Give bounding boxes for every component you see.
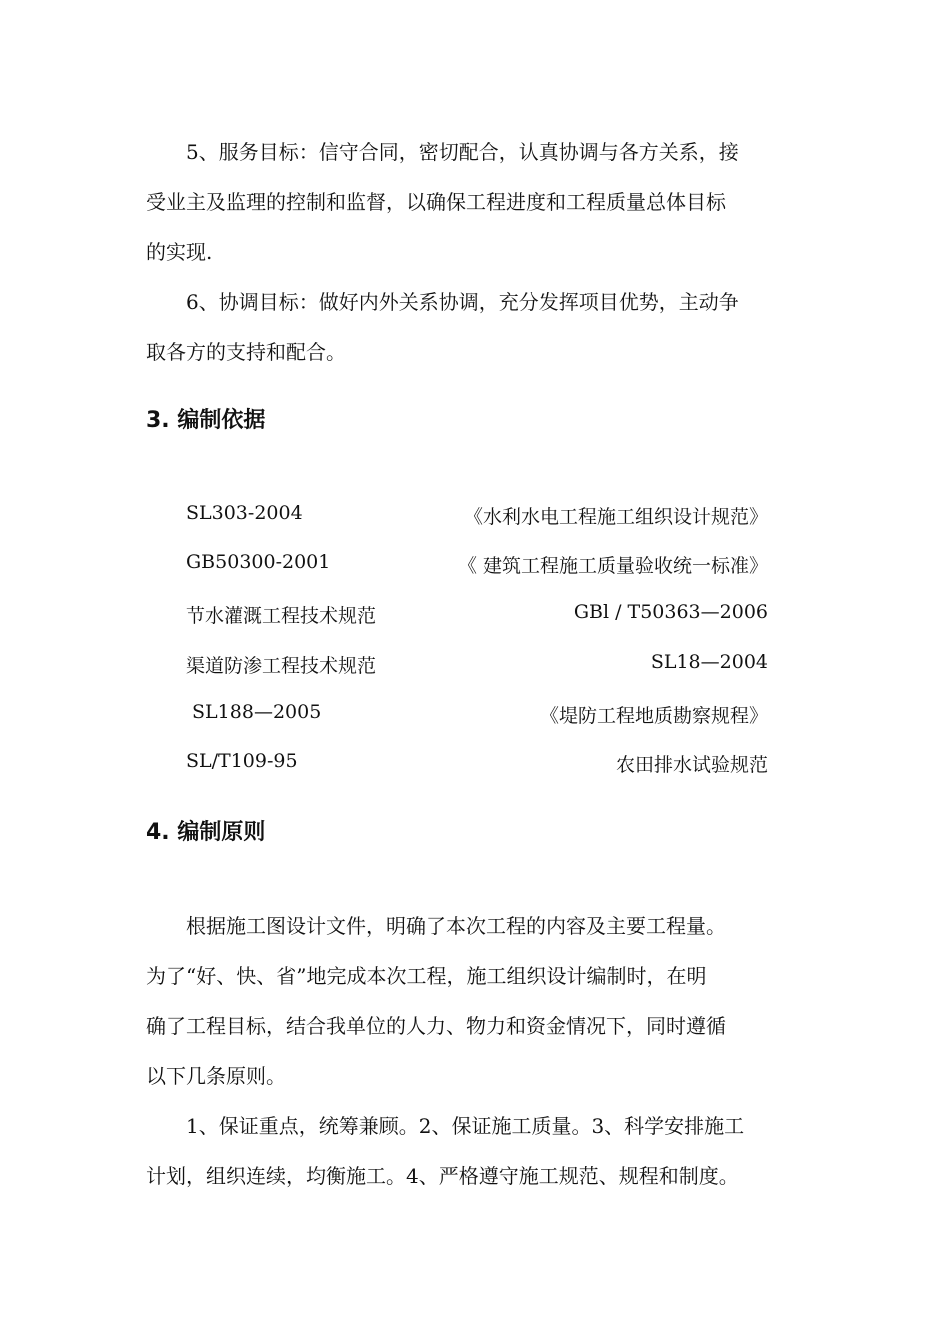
reference-title: 《水利水电工程施工组织设计规范》 xyxy=(463,506,768,528)
reference-title: 农田排水试验规范 xyxy=(615,754,768,776)
reference-row xyxy=(186,601,768,627)
reference-code: GB50300-2001 xyxy=(186,551,331,573)
reference-code: GBl / T50363—2006 xyxy=(573,601,768,623)
section-4-heading: 4. 编制原则 xyxy=(146,820,266,845)
reference-row xyxy=(186,551,768,577)
reference-code: SL/T109-95 xyxy=(186,750,298,772)
reference-title: 《 建筑工程施工质量验收统一标准》 xyxy=(457,555,768,577)
principle-list-line-1: 1、保证重点，统筹兼顾。2、保证施工质量。3、科学安排施工 xyxy=(186,1114,745,1138)
reference-row xyxy=(186,651,768,677)
reference-row xyxy=(186,701,768,727)
coord-goal-line-2: 取各方的支持和配合。 xyxy=(146,340,346,364)
reference-row xyxy=(186,502,768,528)
reference-code: SL303-2004 xyxy=(186,502,303,524)
principle-line-3: 确了工程目标，结合我单位的人力、物力和资金情况下，同时遵循 xyxy=(146,1014,726,1038)
reference-title: 渠道防渗工程技术规范 xyxy=(186,655,377,677)
reference-title: 《堤防工程地质勘察规程》 xyxy=(539,705,768,727)
reference-code: SL188—2005 xyxy=(186,701,322,723)
principle-list-line-2: 计划，组织连续，均衡施工。4、严格遵守施工规范、规程和制度。 xyxy=(146,1164,739,1188)
service-goal-line-3: 的实现. xyxy=(146,240,213,264)
service-goal-line-1: 5、服务目标：信守合同，密切配合，认真协调与各方关系，接 xyxy=(186,140,739,164)
principle-line-1: 根据施工图设计文件，明确了本次工程的内容及主要工程量。 xyxy=(186,914,726,938)
coord-goal-line-1: 6、协调目标：做好内外关系协调，充分发挥项目优势，主动争 xyxy=(186,290,739,314)
reference-code: SL18—2004 xyxy=(650,651,768,673)
principle-line-2: 为了“好、快、省”地完成本次工程，施工组织设计编制时，在明 xyxy=(146,964,707,988)
principle-line-4: 以下几条原则。 xyxy=(146,1064,286,1088)
reference-title: 节水灌溉工程技术规范 xyxy=(186,605,377,627)
reference-row xyxy=(186,750,768,776)
service-goal-line-2: 受业主及监理的控制和监督，以确保工程进度和工程质量总体目标 xyxy=(146,190,726,214)
section-3-heading: 3. 编制依据 xyxy=(146,408,266,433)
